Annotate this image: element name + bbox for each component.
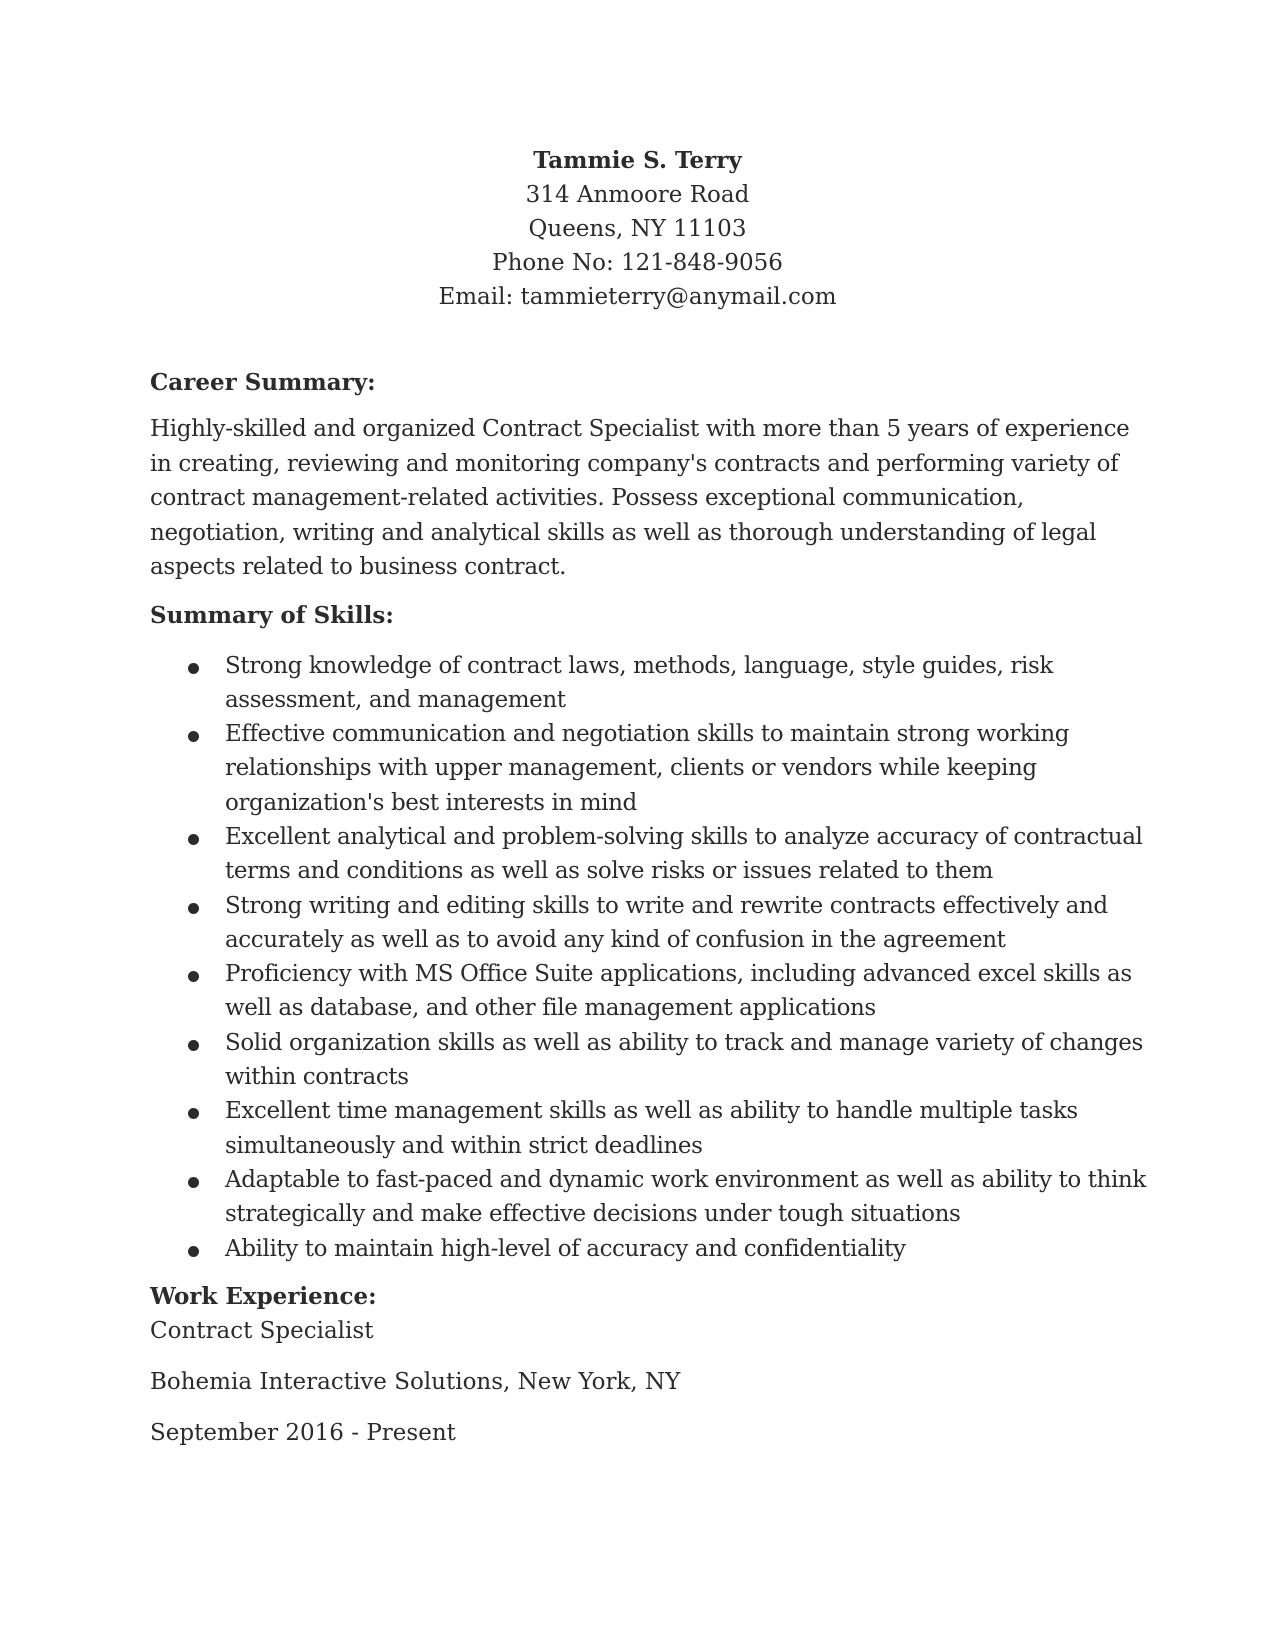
skill-text: Excellent time management skills as well as ability to handle multiple tasks simultaneously and within strict deadlines <box>225 1098 1078 1159</box>
skill-text: Strong knowledge of contract laws, methods, language, style guides, risk assessment, and management <box>225 652 1053 713</box>
skills-list <box>150 649 1150 1266</box>
bullet-icon <box>188 1246 199 1257</box>
bullet-icon <box>188 663 199 674</box>
company-location: Bohemia Interactive Solutions, New York, NY <box>150 1368 681 1395</box>
skill-text: Strong writing and editing skills to write and rewrite contracts effectively and accurately as well as to avoid any kind of confusion in the agreement <box>225 892 1108 953</box>
skill-item <box>150 1163 1150 1232</box>
skill-item <box>150 889 1150 958</box>
career-summary-text: Highly-skilled and organized Contract Specialist with more than 5 years of experience in creating, reviewing and monitoring company's contracts and performing variety of contract management-related activities. Possess exceptional communication, negotiation, writing and analytical skills as well as thorough understanding of legal aspects related to business contract. <box>150 416 1130 580</box>
skill-item <box>150 957 1150 1026</box>
skill-item <box>150 820 1150 889</box>
bullet-icon <box>188 971 199 982</box>
bullet-icon <box>188 834 199 845</box>
skill-text: Solid organization skills as well as ability to track and manage variety of changes within contracts <box>225 1029 1143 1091</box>
skill-text: Proficiency with MS Office Suite applications, including advanced excel skills as well as database, and other file management applications <box>225 961 1132 1022</box>
bullet-icon <box>188 903 199 914</box>
skill-item <box>150 717 1150 820</box>
candidate-name: Tammie S. Terry <box>533 147 742 174</box>
resume-body <box>150 366 1150 1450</box>
skill-text: Ability to maintain high-level of accuracy and confidentiality <box>225 1235 906 1262</box>
employment-dates: September 2016 - Present <box>150 1419 456 1446</box>
skill-text: Adaptable to fast-paced and dynamic work environment as well as ability to think strategically and make effective decisions under tough situations <box>225 1166 1146 1228</box>
skill-item <box>150 1026 1150 1095</box>
bullet-icon <box>188 1040 199 1051</box>
skill-item <box>150 649 1150 718</box>
phone-number: Phone No: 121-848-9056 <box>492 250 783 276</box>
address-line-2: Queens, NY 11103 <box>528 216 747 242</box>
skill-item <box>150 1232 1150 1266</box>
work-experience-heading: Work Experience: <box>150 1282 377 1310</box>
bullet-icon <box>188 731 199 742</box>
skill-text: Excellent analytical and problem-solving skills to analyze accuracy of contractual terms and conditions as well as solve risks or issues related to them <box>225 823 1143 885</box>
skill-item <box>150 1094 1150 1163</box>
bullet-icon <box>188 1177 199 1188</box>
skill-text: Effective communication and negotiation skills to maintain strong working relationships with upper management, clients or vendors while keeping organization's best interests in mind <box>225 721 1070 816</box>
contact-header <box>0 144 1275 314</box>
address-line-1: 314 Anmoore Road <box>525 182 750 208</box>
career-summary-heading: Career Summary: <box>150 369 376 396</box>
email-address: Email: tammieterry@anymail.com <box>438 284 837 310</box>
job-title: Contract Specialist <box>150 1317 374 1344</box>
bullet-icon <box>188 1108 199 1119</box>
skills-heading: Summary of Skills: <box>150 601 394 629</box>
